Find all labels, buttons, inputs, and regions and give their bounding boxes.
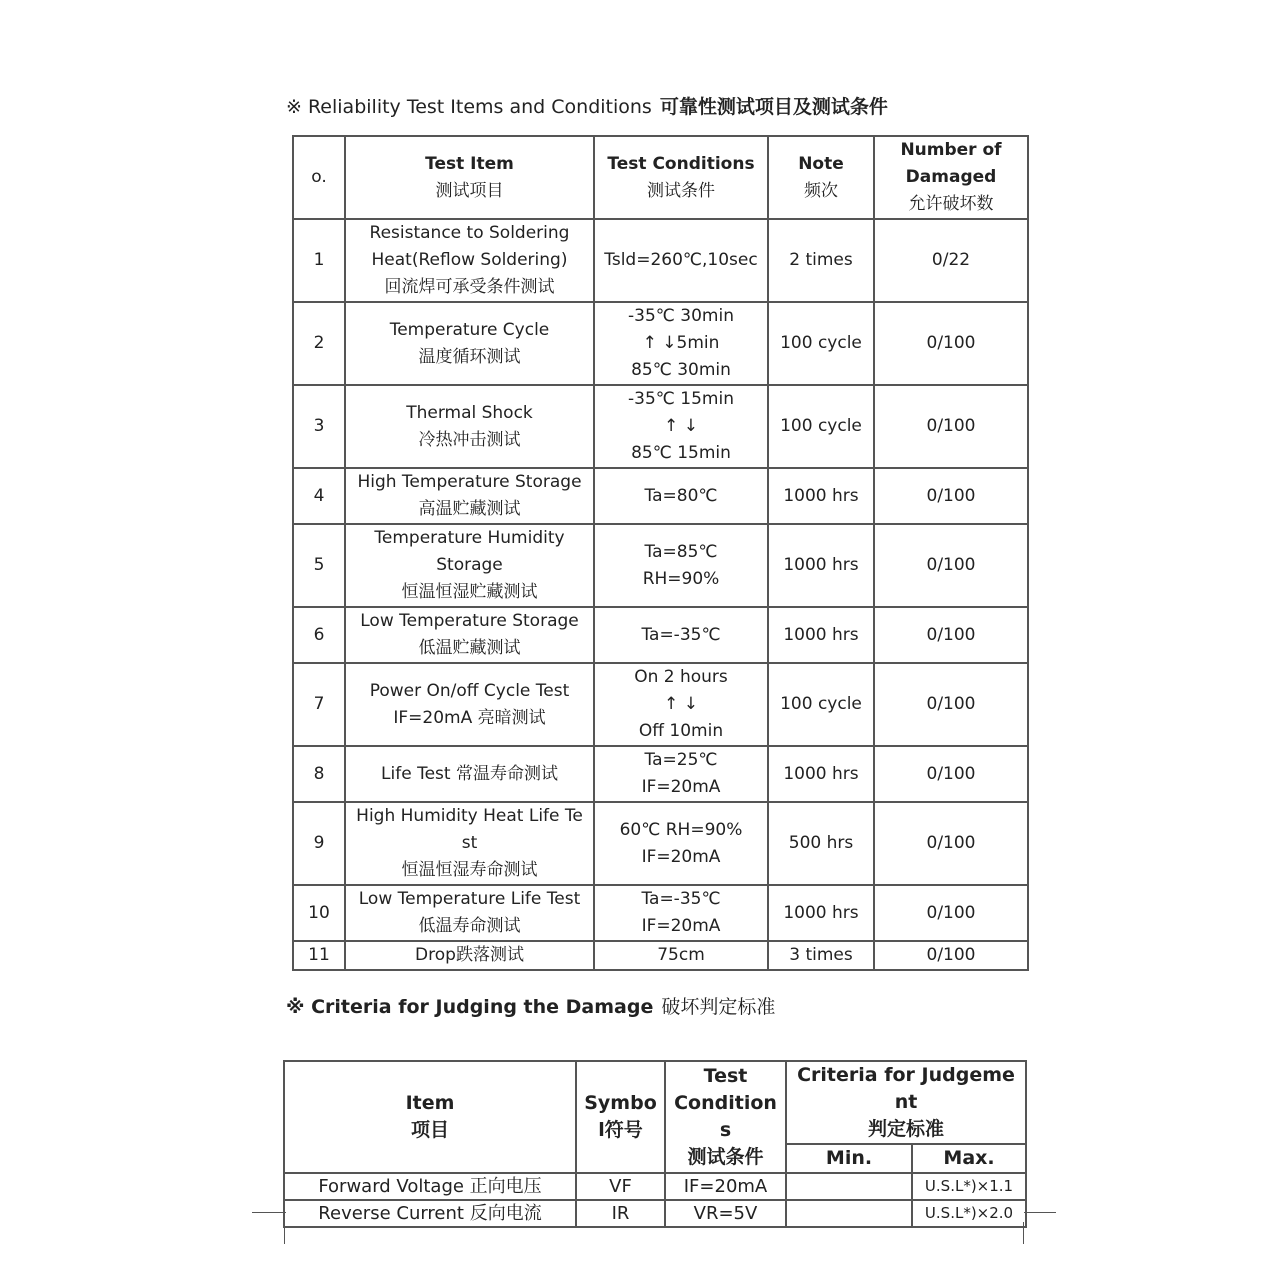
row-number: 8 <box>293 746 345 802</box>
test-item-line: Resistance to Soldering <box>369 223 570 243</box>
criteria-header-judgement-3: 判定标准 <box>868 1118 945 1140</box>
test-condition-line: 85℃ 30min <box>631 360 731 380</box>
test-condition-line: Ta=-35℃ <box>641 624 721 645</box>
row-number: 6 <box>293 607 345 663</box>
row-damaged: 0/100 <box>874 302 1028 385</box>
criteria-min <box>786 1173 912 1200</box>
row-test-item <box>345 219 594 302</box>
row-damaged: 0/100 <box>874 802 1028 885</box>
left-divider-line <box>252 1212 286 1213</box>
test-condition-line: Ta=80℃ <box>644 485 718 506</box>
criteria-header-symbol-1: Symbo <box>584 1092 657 1114</box>
test-condition-line: IF=20mA <box>641 777 721 797</box>
test-item-line: 低温寿命测试 <box>418 916 521 936</box>
criteria-header-judgement-2: nt <box>894 1091 918 1113</box>
table-row <box>293 607 1028 663</box>
reliability-title-zh: 可靠性测试项目及测试条件 <box>659 96 888 118</box>
test-item-line: 回流焊可承受条件测试 <box>384 277 555 297</box>
row-number: 7 <box>293 663 345 746</box>
test-item-line: IF=20mA 亮暗测试 <box>393 707 546 728</box>
test-item-line: Power On/off Cycle Test <box>369 680 570 701</box>
criteria-symbol: VF <box>576 1173 665 1200</box>
row-damaged: 0/100 <box>874 885 1028 941</box>
criteria-header-condition-3: s <box>719 1119 732 1141</box>
test-condition-line: Tsld=260℃,10sec <box>604 250 758 270</box>
row-test-item <box>345 885 594 941</box>
criteria-header-condition-4: 测试条件 <box>687 1146 764 1168</box>
criteria-header-item <box>284 1061 576 1173</box>
test-item-line: Temperature Cycle <box>389 319 550 340</box>
row-note: 100 cycle <box>768 663 874 746</box>
table-row <box>293 663 1028 746</box>
row-damaged: 0/22 <box>874 219 1028 302</box>
row-test-item <box>345 607 594 663</box>
criteria-header-item-zh: 项目 <box>410 1119 449 1141</box>
criteria-header-symbol-2: l符号 <box>598 1119 643 1141</box>
test-item-line: st <box>461 833 478 853</box>
test-item-line: High Temperature Storage <box>357 472 582 492</box>
header-damaged <box>874 136 1028 219</box>
table-row <box>293 468 1028 524</box>
criteria-max: U.S.L*)×2.0 <box>912 1200 1026 1227</box>
row-number: 5 <box>293 524 345 607</box>
test-item-line: High Humidity Heat Life Te <box>356 806 583 826</box>
row-number: 1 <box>293 219 345 302</box>
criteria-item: Reverse Current 反向电流 <box>284 1200 576 1227</box>
test-item-line: Temperature Humidity <box>374 528 565 548</box>
row-test-conditions <box>594 663 768 746</box>
test-condition-line: ↑ ↓5min <box>642 333 720 353</box>
test-condition-line: IF=20mA <box>641 916 721 936</box>
criteria-max: U.S.L*)×1.1 <box>912 1173 1026 1200</box>
header-test-item-en: Test Item <box>425 153 514 174</box>
criteria-item: Forward Voltage 正向电压 <box>284 1173 576 1200</box>
row-test-conditions <box>594 524 768 607</box>
criteria-header-max: Max. <box>912 1144 1026 1173</box>
table-row <box>293 941 1028 970</box>
test-condition-line: ↑ ↓ <box>664 416 698 436</box>
left-continuation-line <box>284 1222 285 1244</box>
header-note <box>768 136 874 219</box>
test-item-line: Drop跌落测试 <box>415 945 524 965</box>
row-note: 1000 hrs <box>768 607 874 663</box>
row-note: 500 hrs <box>768 802 874 885</box>
header-test-conditions-zh: 测试条件 <box>647 180 715 201</box>
test-condition-line: 60℃ RH=90% <box>619 819 743 840</box>
row-number: 4 <box>293 468 345 524</box>
table-row <box>293 746 1028 802</box>
row-note: 1000 hrs <box>768 885 874 941</box>
reliability-section-title <box>286 92 888 119</box>
test-item-line: Storage <box>436 555 503 575</box>
row-note: 2 times <box>768 219 874 302</box>
reliability-header-row <box>293 136 1028 219</box>
row-test-conditions <box>594 468 768 524</box>
reliability-title-en: ※ Reliability Test Items and Conditions <box>286 96 652 118</box>
criteria-header-min: Min. <box>786 1144 912 1173</box>
row-number: 10 <box>293 885 345 941</box>
test-item-line: 恒温恒湿贮藏测试 <box>401 582 538 602</box>
header-test-item <box>345 136 594 219</box>
row-test-conditions <box>594 885 768 941</box>
row-damaged: 0/100 <box>874 941 1028 970</box>
row-note: 100 cycle <box>768 302 874 385</box>
row-test-conditions <box>594 941 768 970</box>
row-damaged: 0/100 <box>874 663 1028 746</box>
row-test-conditions <box>594 302 768 385</box>
criteria-condition: VR=5V <box>665 1200 786 1227</box>
header-test-conditions <box>594 136 768 219</box>
table-row <box>293 885 1028 941</box>
row-test-item <box>345 802 594 885</box>
table-row <box>293 302 1028 385</box>
test-condition-line: RH=90% <box>642 568 720 589</box>
table-row <box>293 219 1028 302</box>
row-number: 2 <box>293 302 345 385</box>
header-damaged-en1: Number of <box>900 140 1002 160</box>
right-divider-line <box>1024 1212 1056 1213</box>
test-condition-line: Ta=85℃ <box>644 541 718 562</box>
test-item-line: Life Test 常温寿命测试 <box>381 763 558 784</box>
row-test-item <box>345 524 594 607</box>
right-continuation-line <box>1023 1222 1024 1244</box>
test-condition-line: 75cm <box>657 945 705 965</box>
test-item-line: 恒温恒湿寿命测试 <box>401 860 538 880</box>
table-row <box>293 802 1028 885</box>
reliability-test-table <box>292 135 1029 971</box>
row-test-conditions <box>594 607 768 663</box>
test-item-line: 低温贮藏测试 <box>418 638 521 658</box>
row-note: 100 cycle <box>768 385 874 468</box>
criteria-header-condition <box>665 1061 786 1173</box>
row-test-item <box>345 385 594 468</box>
test-condition-line: IF=20mA <box>641 846 721 867</box>
criteria-header-judgement <box>786 1061 1026 1144</box>
criteria-section-title <box>286 992 775 1019</box>
row-damaged: 0/100 <box>874 468 1028 524</box>
row-test-item <box>345 468 594 524</box>
table-row <box>293 524 1028 607</box>
test-condition-line: On 2 hours <box>634 667 728 687</box>
criteria-header-symbol <box>576 1061 665 1173</box>
criteria-condition: IF=20mA <box>665 1173 786 1200</box>
row-test-item <box>345 746 594 802</box>
header-note-zh: 频次 <box>804 180 838 201</box>
test-item-line: Low Temperature Storage <box>360 611 579 631</box>
criteria-header-item-en: Item <box>405 1092 455 1114</box>
criteria-header-condition-2: Condition <box>674 1092 777 1114</box>
test-item-line: 冷热冲击测试 <box>418 429 521 450</box>
criteria-min <box>786 1200 912 1227</box>
row-note: 1000 hrs <box>768 524 874 607</box>
criteria-title-en: ※ Criteria for Judging the Damage <box>286 996 654 1018</box>
test-condition-line: -35℃ 30min <box>628 306 734 326</box>
row-test-item <box>345 663 594 746</box>
header-note-en: Note <box>798 153 844 174</box>
test-item-line: Heat(Reflow Soldering) <box>371 250 568 270</box>
row-test-item <box>345 302 594 385</box>
test-item-line: 温度循环测试 <box>418 346 521 367</box>
test-condition-line: 85℃ 15min <box>631 443 731 463</box>
row-damaged: 0/100 <box>874 385 1028 468</box>
header-test-conditions-en: Test Conditions <box>607 153 755 174</box>
test-item-line: 高温贮藏测试 <box>418 499 521 519</box>
row-test-conditions <box>594 802 768 885</box>
row-test-conditions <box>594 746 768 802</box>
row-number: 3 <box>293 385 345 468</box>
row-damaged: 0/100 <box>874 607 1028 663</box>
row-number: 9 <box>293 802 345 885</box>
test-condition-line: Ta=25℃ <box>644 750 718 770</box>
test-condition-line: ↑ ↓ <box>664 694 698 714</box>
row-test-conditions <box>594 219 768 302</box>
test-condition-line: -35℃ 15min <box>628 389 734 409</box>
row-test-conditions <box>594 385 768 468</box>
row-number: 11 <box>293 941 345 970</box>
row-note: 3 times <box>768 941 874 970</box>
header-damaged-zh: 允许破坏数 <box>908 194 994 214</box>
test-item-line: Thermal Shock <box>406 402 533 423</box>
table-row <box>284 1200 1026 1227</box>
header-damaged-en2: Damaged <box>905 167 997 187</box>
table-row <box>284 1173 1026 1200</box>
criteria-header-row-1 <box>284 1061 1026 1144</box>
criteria-header-judgement-1: Criteria for Judgeme <box>797 1064 1015 1086</box>
row-note: 1000 hrs <box>768 468 874 524</box>
criteria-symbol: IR <box>576 1200 665 1227</box>
table-row <box>293 385 1028 468</box>
header-no: o. <box>293 136 345 219</box>
row-damaged: 0/100 <box>874 746 1028 802</box>
criteria-header-condition-1: Test <box>703 1065 748 1087</box>
row-test-item <box>345 941 594 970</box>
criteria-title-zh: 破坏判定标准 <box>661 996 776 1018</box>
row-damaged: 0/100 <box>874 524 1028 607</box>
header-test-item-zh: 测试项目 <box>435 180 504 201</box>
test-item-line: Low Temperature Life Test <box>358 889 581 909</box>
test-condition-line: Off 10min <box>638 721 724 741</box>
criteria-table <box>283 1060 1027 1228</box>
test-condition-line: Ta=-35℃ <box>641 889 721 909</box>
row-note: 1000 hrs <box>768 746 874 802</box>
